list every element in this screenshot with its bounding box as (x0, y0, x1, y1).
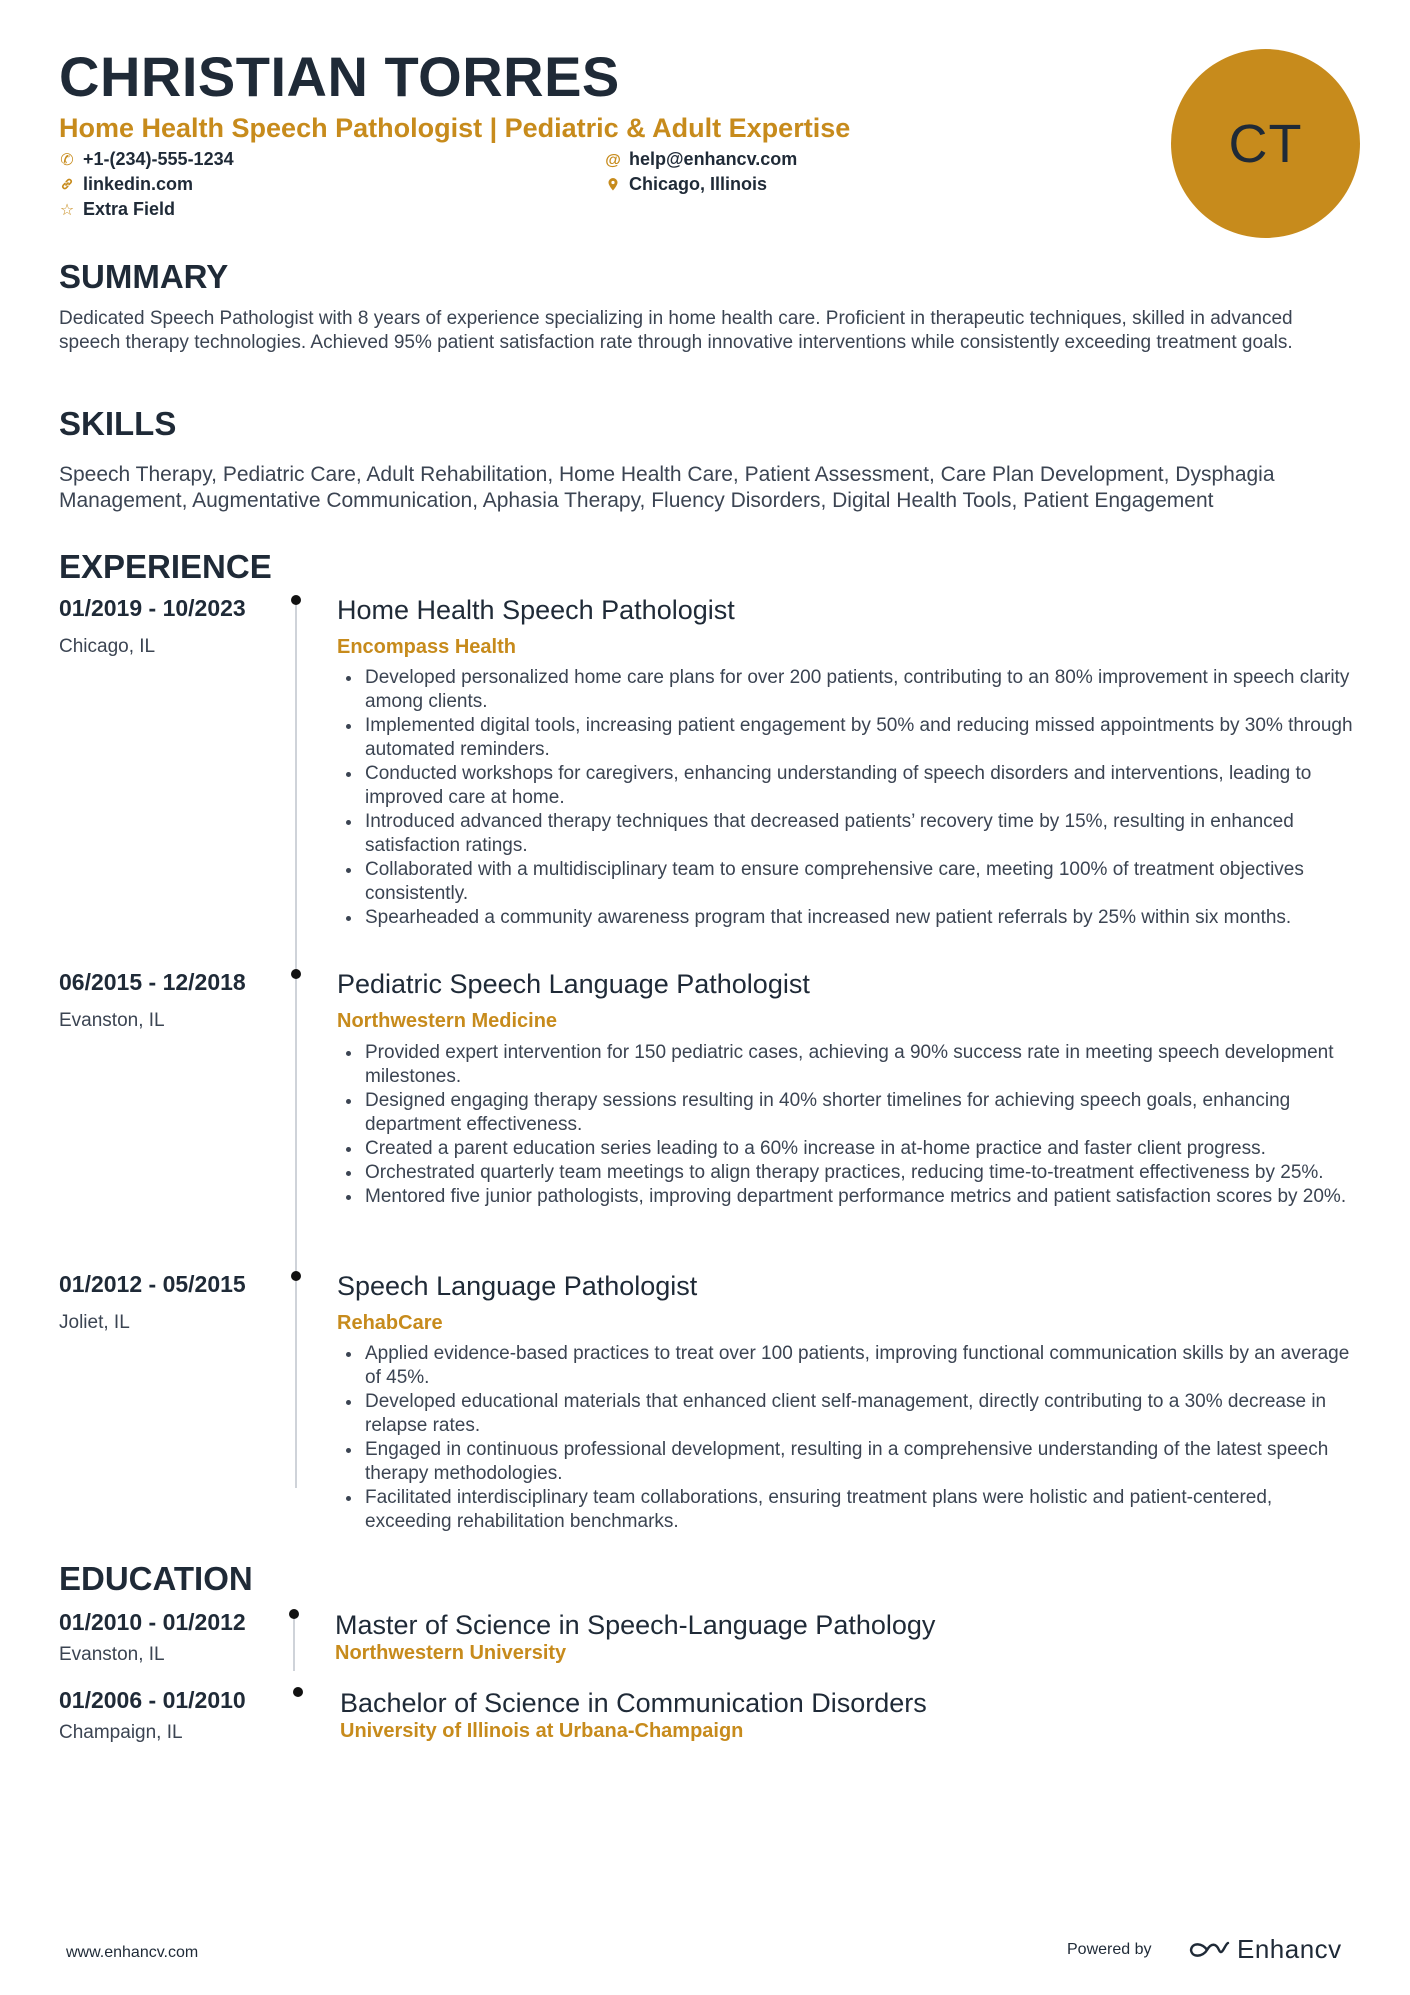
bullet-item: Mentored five junior pathologists, improving department performance metrics and patient satisfaction scores by 20%. (337, 1185, 1362, 1209)
phone-icon: ✆ (60, 152, 74, 169)
timeline-dot (293, 1687, 303, 1697)
timeline-dot (291, 595, 301, 605)
school-name: Northwestern University (335, 1642, 567, 1664)
contact-email[interactable] (605, 149, 797, 170)
degree-title: Bachelor of Science in Communication Disorders (340, 1688, 927, 1718)
link-icon (59, 177, 75, 195)
skills-heading: SKILLS (59, 405, 177, 442)
school-name: University of Illinois at Urbana-Champaign (340, 1720, 744, 1742)
brand-name: Enhancv (1237, 1934, 1342, 1964)
bullet-item: Orchestrated quarterly team meetings to align therapy practices, reducing time-to-treatment effectiveness by 25%. (337, 1161, 1362, 1185)
job-location: Joliet, IL (59, 1312, 130, 1333)
at-icon: @ (605, 152, 621, 169)
job-company: Encompass Health (337, 636, 516, 658)
bullet-item: Implemented digital tools, increasing patient engagement by 50% and reducing missed appointments by 30% through automated reminders. (337, 714, 1362, 762)
job-company: Northwestern Medicine (337, 1010, 558, 1032)
location-pin-icon (605, 177, 621, 195)
skills-text: Speech Therapy, Pediatric Care, Adult Rehabilitation, Home Health Care, Patient Assessment, Care Plan Development, Dysphagia Management, Augmentative Communication, Aphasia Therapy, Fluency Disorders, Digital Health Tools, Patient Engagement (59, 463, 1275, 512)
job-company: RehabCare (337, 1312, 443, 1334)
contact-linkedin[interactable] (59, 174, 193, 195)
timeline-dot (291, 969, 301, 979)
summary-heading: SUMMARY (59, 258, 229, 295)
bullet-item: Introduced advanced therapy techniques that decreased patients’ recovery time by 15%, resulting in enhanced satisfaction ratings. (337, 810, 1362, 858)
education-location: Evanston, IL (59, 1644, 165, 1665)
avatar (1171, 49, 1360, 238)
enhancv-logo-icon (1187, 1938, 1231, 1962)
bullet-item: Applied evidence-based practices to treat over 100 patients, improving functional communication skills by an average of 45%. (337, 1342, 1362, 1390)
timeline-dot (289, 1609, 299, 1619)
avatar-initials: CT (1228, 113, 1303, 174)
timeline-dot (291, 1271, 301, 1281)
contact-extra (59, 199, 175, 220)
education-dates: 01/2010 - 01/2012 (59, 1609, 246, 1635)
education-location: Champaign, IL (59, 1722, 183, 1743)
education-timeline-line (293, 1614, 295, 1671)
job-title: Home Health Speech Pathologist (337, 595, 735, 625)
location-text: Chicago, Illinois (629, 174, 768, 194)
candidate-headline: Home Health Speech Pathologist | Pediatric & Adult Expertise (59, 113, 851, 143)
job-dates: 06/2015 - 12/2018 (59, 969, 246, 995)
bullet-item: Facilitated interdisciplinary team collaborations, ensuring treatment plans were holistic and patient-centered, exceeding rehabilitation benchmarks. (337, 1486, 1362, 1534)
bullet-item: Developed educational materials that enhanced client self-management, directly contributing to a 30% decrease in relapse rates. (337, 1390, 1362, 1438)
bullet-item: Engaged in continuous professional development, resulting in a comprehensive understanding of the latest speech therapy methodologies. (337, 1438, 1362, 1486)
job-location: Evanston, IL (59, 1010, 165, 1031)
experience-heading: EXPERIENCE (59, 548, 272, 585)
enhancv-brand[interactable] (1187, 1934, 1342, 1965)
experience-timeline-line (295, 600, 297, 1488)
footer-website-link[interactable]: www.enhancv.com (66, 1944, 199, 1961)
contact-location (605, 174, 767, 195)
job-bullets (337, 1041, 1362, 1209)
bullet-item: Designed engaging therapy sessions resulting in 40% shorter timelines for achieving speech goals, enhancing department effectiveness. (337, 1089, 1362, 1137)
summary-text: Dedicated Speech Pathologist with 8 years of experience specializing in home health care. Proficient in therapeutic techniques, skilled in advanced speech therapy technologies. Achieved 95% patient satisfaction rate through innovative interventions while consistently exceeding treatment goals. (59, 308, 1293, 353)
bullet-item: Developed personalized home care plans for over 200 patients, contributing to an 80% improvement in speech clarity among clients. (337, 666, 1362, 714)
contact-phone[interactable] (59, 149, 234, 170)
degree-title: Master of Science in Speech-Language Pathology (335, 1610, 936, 1640)
bullet-item: Spearheaded a community awareness program that increased new patient referrals by 25% within six months. (337, 906, 1362, 930)
job-location: Chicago, IL (59, 636, 156, 657)
phone-text: +1-(234)-555-1234 (83, 149, 234, 169)
candidate-name: CHRISTIAN TORRES (59, 45, 620, 108)
email-text: help@enhancv.com (629, 149, 798, 169)
star-icon: ☆ (59, 202, 75, 219)
job-dates: 01/2019 - 10/2023 (59, 595, 246, 621)
linkedin-text: linkedin.com (83, 174, 194, 194)
job-dates: 01/2012 - 05/2015 (59, 1271, 246, 1297)
bullet-item: Conducted workshops for caregivers, enhancing understanding of speech disorders and interventions, leading to improved care at home. (337, 762, 1362, 810)
bullet-item: Collaborated with a multidisciplinary team to ensure comprehensive care, meeting 100% of treatment objectives consistently. (337, 858, 1362, 906)
job-title: Speech Language Pathologist (337, 1271, 698, 1301)
bullet-item: Created a parent education series leading to a 60% increase in at-home practice and faster client progress. (337, 1137, 1362, 1161)
extra-text: Extra Field (83, 199, 176, 219)
job-bullets (337, 1342, 1362, 1534)
education-dates: 01/2006 - 01/2010 (59, 1687, 246, 1713)
job-bullets (337, 666, 1362, 930)
powered-by-label: Powered by (1067, 1941, 1152, 1958)
bullet-item: Provided expert intervention for 150 pediatric cases, achieving a 90% success rate in meeting speech development milestones. (337, 1041, 1362, 1089)
education-heading: EDUCATION (59, 1560, 253, 1597)
job-title: Pediatric Speech Language Pathologist (337, 969, 810, 999)
